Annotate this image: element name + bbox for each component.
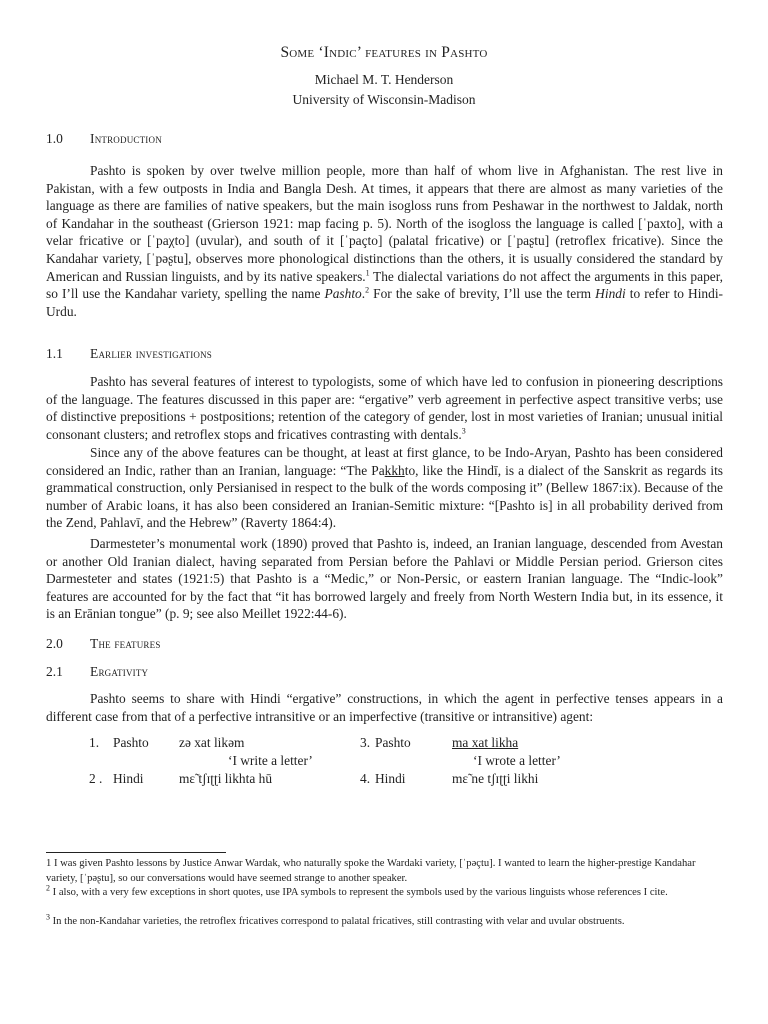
earlier-underlined-kkh: kkh: [384, 462, 405, 478]
footnote-ref-2[interactable]: 2: [365, 285, 370, 295]
example-form: mɛ̃ ne tʃɪʈʈi likhi: [452, 771, 539, 786]
ergativity-text: Pashto seems to share with Hindi “ergative” constructions, in which the agent in perfective tenses appears in a different case from that of a perfective intransitive or an imperfective (transitive or intransitive) agent:: [46, 691, 723, 724]
section-title: Earlier investigations: [90, 346, 213, 361]
section-title: Ergativity: [90, 664, 149, 679]
footnote-ref-1[interactable]: 1: [365, 268, 370, 278]
example-language: Hindi: [375, 771, 406, 786]
example-form: zə xat likəm: [179, 735, 245, 750]
intro-text-d: For the sake of brevity, I’ll use the term: [369, 286, 596, 302]
example-language: Pashto: [113, 735, 149, 750]
earlier-text-2a: Since any of the above features can be thought, at least at first glance, to be Indo-Aryan, Pashto has been considered considered an Indic, rather than an Iranian, language: “The Pa: [46, 445, 723, 478]
earlier-paragraph-2: [46, 444, 723, 532]
example-gloss: ‘I wrote a letter’: [473, 753, 561, 768]
section-number: 1.0: [46, 131, 63, 146]
intro-paragraph: [46, 162, 723, 320]
example-number: 1.: [89, 735, 100, 750]
footnote-ref-3[interactable]: 3: [461, 426, 466, 436]
section-number: 1.1: [46, 346, 63, 361]
section-heading-introduction: [46, 131, 162, 147]
paper-title: Some ‘Indic’ features in Pashto: [280, 44, 488, 61]
intro-text-b: The dialectal variations do not affect the arguments in this paper, so I’ll use the Kandahar variety, spelling the name: [46, 268, 723, 302]
footnote-1: [46, 857, 726, 886]
section-number: 2.0: [46, 636, 63, 651]
section-heading-ergativity: [46, 664, 148, 680]
earlier-text-1: Pashto has several features of interest to typologists, some of which have led to confusion in pioneering descriptions of the language. The features discussed in this paper are: “ergative” verb agreement in perfective aspect transitive verbs; use of distinctive prepositions + postpositions; retention of the category of gender, lost in most varieties of Iranian; unusual initial consonant clusters; and retroflex stops and fricatives contrasting with dentals.: [46, 374, 723, 442]
earlier-text-2b: to, like the Hindī, is a dialect of the Sanskrit as regards its grammatical construction, only Persianised in respect to the bulk of the words composing it” (Bellew 1867:ix). Because of the number of Arabic loans, it has also been considered an Iranian-Semitic mixture: “[Pashto is] in all probability derived from the Zend, Pahlavī, and the Hebrew” (Raverty 1864:4).: [46, 462, 724, 531]
example-number: 3.: [360, 735, 371, 750]
footnote-3-mark: 3: [46, 912, 50, 922]
example-form: mɛ̃ tʃɪʈʈi likhta hū: [179, 771, 273, 786]
intro-text-e: to refer to Hindi-Urdu.: [46, 286, 724, 319]
section-heading-the-features: [46, 636, 161, 652]
affiliation: University of Wisconsin-Madison: [292, 92, 476, 107]
example-number: 2 .: [89, 771, 103, 786]
author-name: Michael M. T. Henderson: [314, 72, 454, 87]
example-form: ma xat likha: [452, 735, 519, 750]
example-language: Hindi: [113, 771, 144, 786]
example-gloss: ‘I write a letter’: [228, 753, 313, 768]
footnote-3-text: In the non-Kandahar varieties, the retroflex fricatives correspond to palatal fricatives, still contrasting with velar and uvular obstruents.: [50, 916, 625, 927]
ergativity-paragraph: [46, 690, 723, 725]
earlier-paragraph-3: [46, 535, 723, 623]
section-heading-earlier-investigations: [46, 346, 212, 362]
footnote-2-mark: 2: [46, 883, 50, 893]
intro-text-c: .: [361, 286, 366, 302]
intro-italic-pashto: Pashto: [324, 286, 362, 302]
footnote-divider: [46, 852, 226, 853]
footnote-2-text: I also, with a very few exceptions in short quotes, use IPA symbols to represent the symbols used by the various linguists whose references I cite.: [50, 887, 668, 898]
example-language: Pashto: [375, 735, 411, 750]
section-title: Introduction: [90, 131, 162, 146]
footnote-2: [46, 883, 726, 901]
footnote-3: [46, 912, 726, 930]
footnote-1-text: 1 I was given Pashto lessons by Justice Anwar Wardak, who naturally spoke the Wardaki variety, [ˈpəçtu]. I wanted to learn the higher-prestige Kandahar variety, [ˈpəʂtu], so our conversations would have seemed strange to another speaker.: [46, 858, 696, 884]
earlier-text-3: Darmesteter’s monumental work (1890) proved that Pashto is, indeed, an Iranian language, descended from Avestan or another Old Iranian dialect, having separated from Persian before the Pahlavi or Middle Persian period. Grierson cites Darmesteter and states (1921:5) that Pashto is a “Medic,” or Non-Persic, or eastern Iranian language. The “Indic-look” features are accounted for by the fact that “it has borrowed largely and freely from North Western India but, in its essence, it is an Erānian tongue” (p. 9; see also Meillet 1922:44-6).: [46, 536, 723, 622]
intro-text-a: Pashto is spoken by over twelve million people, more than half of whom live in Afghanistan. The rest live in Pakistan, with a few outposts in India and Bangla Desh. At times, it appears that there are almost as many varieties of the language as there are families of native speakers, but the main isogloss runs from Peshawar in the northwest to Jaldak, north of Kandahar in the southeast (Grierson 1921: map facing p. 5). North of the isogloss the language is called [ˈpaxto], with a velar fricative or [ˈpaχto] (uvular), and south of it [ˈpaçto] (palatal fricative) or [ˈpaʂtu] (retroflex fricative). Since the Kandahar variety, [ˈpəʂtu], observes more phonological distinctions than the others, it is usually considered the standard by American and Russian linguists, and by its native speakers.: [46, 163, 723, 284]
intro-italic-hindi: Hindi: [595, 286, 626, 302]
example-number: 4.: [360, 771, 371, 786]
section-title: The features: [90, 636, 161, 651]
earlier-paragraph-1: [46, 373, 723, 443]
section-number: 2.1: [46, 664, 63, 679]
